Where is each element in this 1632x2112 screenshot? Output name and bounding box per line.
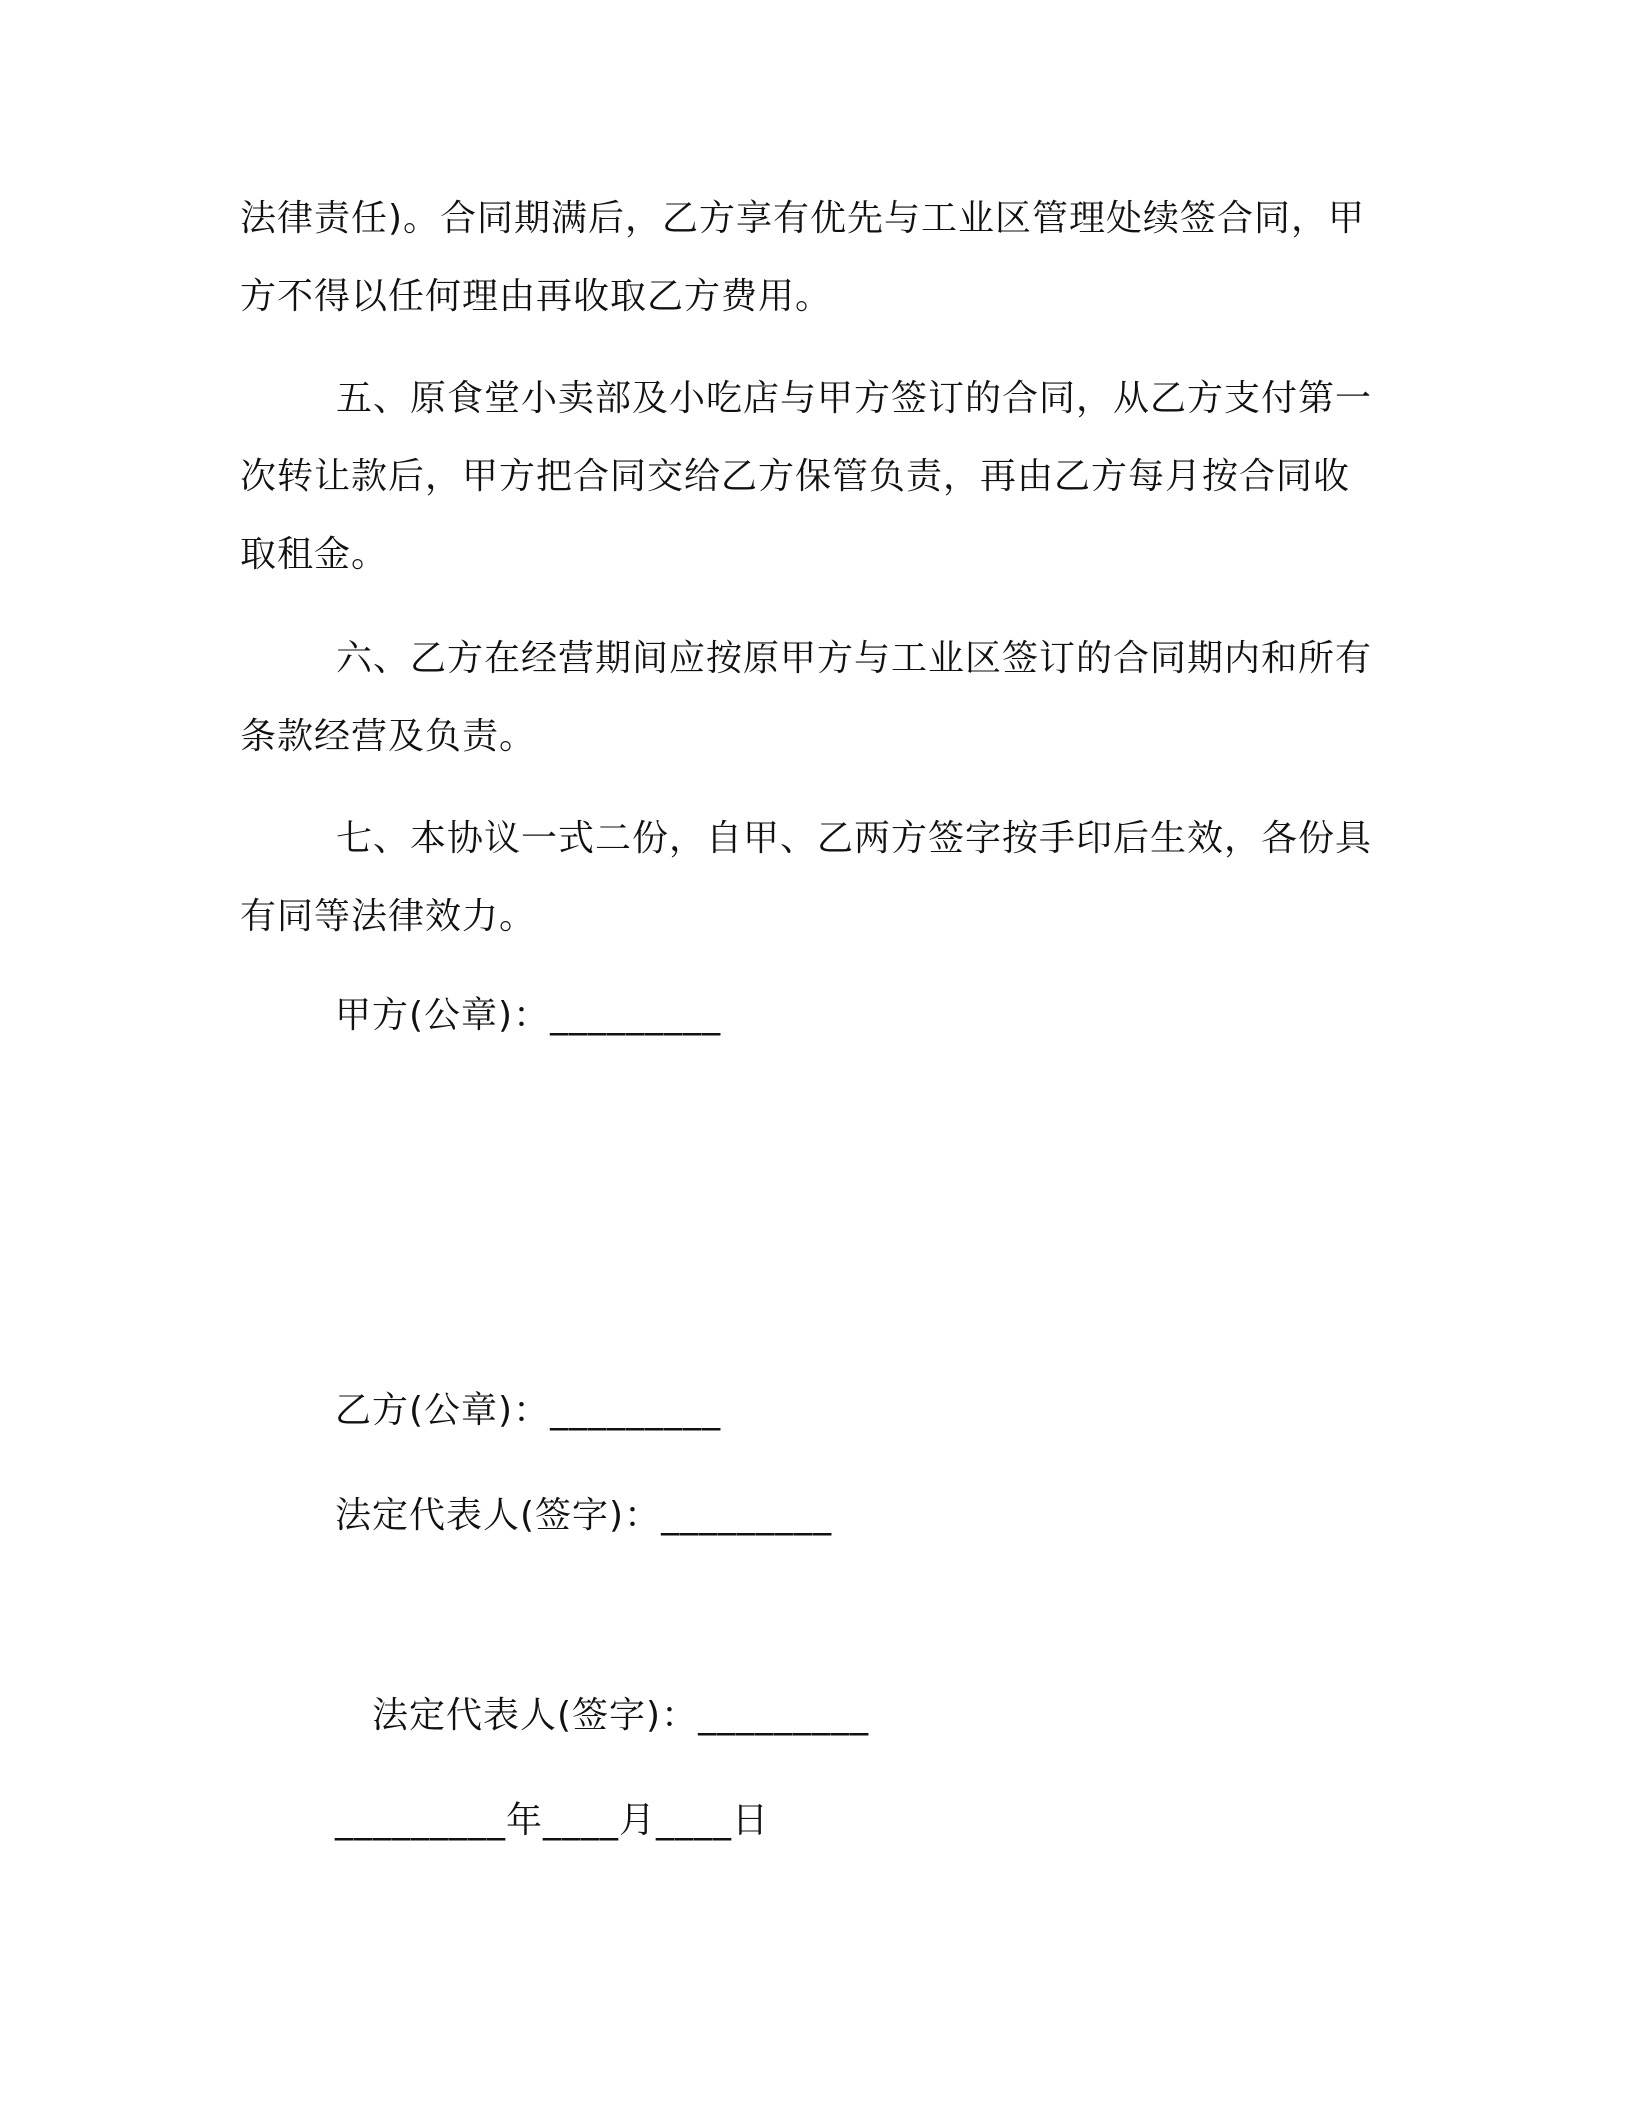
legal-representative-signature-line: 法定代表人(签字)：_________ <box>335 1495 833 1536</box>
legal-representative-signature-line-2: 法定代表人(签字)：_________ <box>372 1695 870 1736</box>
paragraph-clause-6: 六、乙方在经营期间应按原甲方与工业区签订的合同期内和所有条款经营及负责。 <box>240 638 1373 757</box>
party-a-seal-line: 甲方(公章)：_________ <box>335 995 722 1036</box>
party-b-seal-line: 乙方(公章)：_________ <box>335 1390 722 1431</box>
date-line: _________年____月____日 <box>335 1800 769 1841</box>
paragraph-liability: 法律责任)。合同期满后，乙方享有优先与工业区管理处续签合同，甲方不得以任何理由再收取乙方费用。 <box>240 198 1366 317</box>
paragraph-clause-7: 七、本协议一式二份，自甲、乙两方签字按手印后生效，各份具有同等法律效力。 <box>240 818 1373 937</box>
paragraph-clause-5: 五、原食堂小卖部及小吃店与甲方签订的合同，从乙方支付第一次转让款后，甲方把合同交给乙方保管负责，再由乙方每月按合同收取租金。 <box>240 378 1373 575</box>
